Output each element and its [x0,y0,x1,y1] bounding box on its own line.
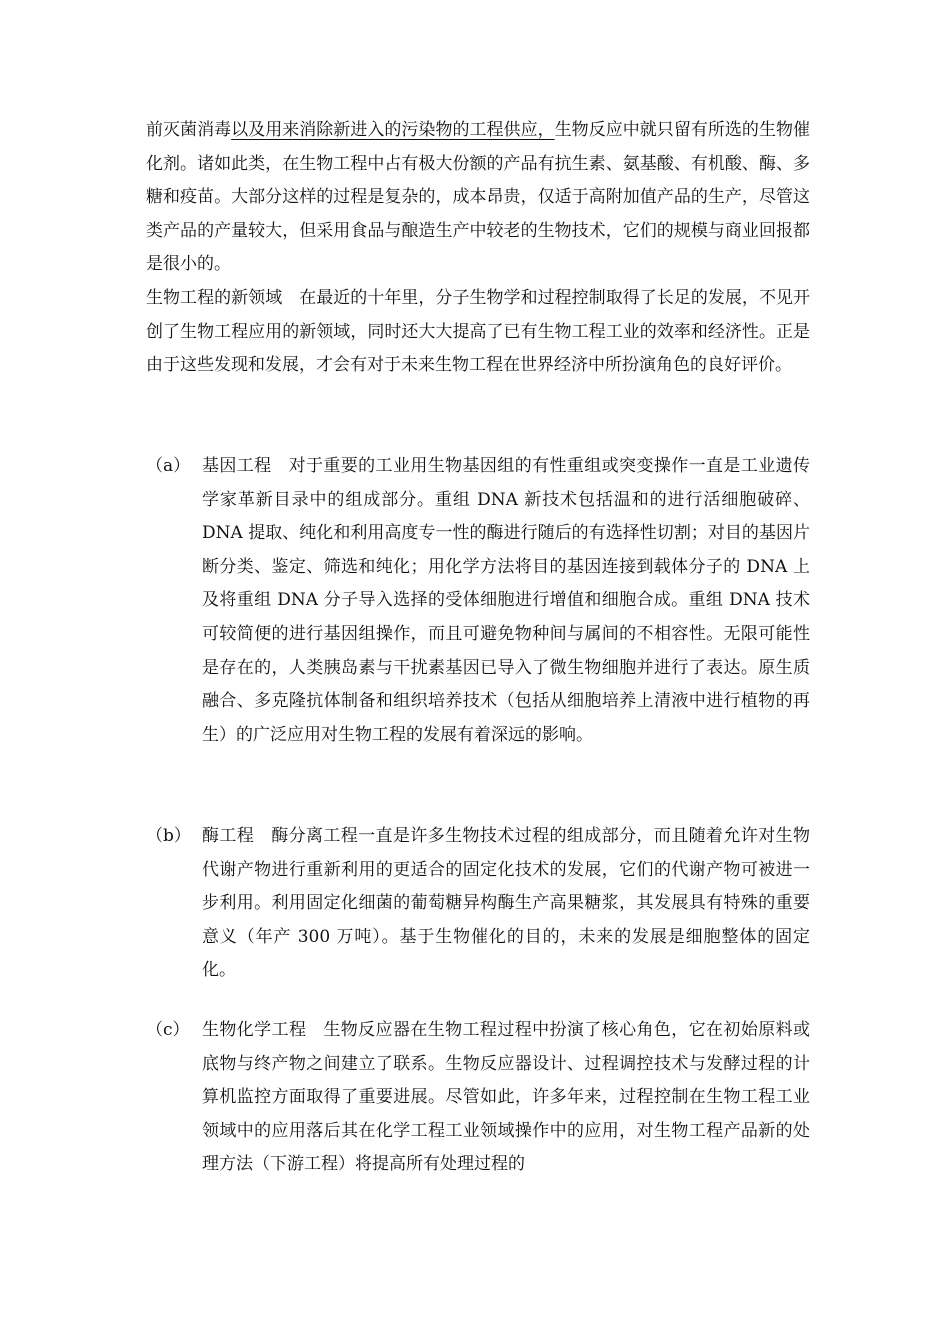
section-heading: 生物工程的新领域 [146,288,283,308]
list-marker: （c） [146,1020,190,1040]
list-item-biochemical-engineering [146,1014,810,1182]
paragraph-new-fields [146,282,810,383]
paragraph-text-pre: 前灭菌消毒 [146,120,232,140]
item-text: 酶分离工程一直是许多生物技术过程的组成部分，而且随着允许对生物代谢产物进行重新利用的更适合的固定化技术的发展，它们的代谢产物可被进一步利用。利用固定化细菌的葡萄糖异构酶生产高果糖浆，其发展具有特殊的重要意义（年产 300 万吨）。基于生物催化的目的，未来的发展是细胞整体的固定化。 [202,826,811,981]
list-marker: （a） [146,456,191,476]
item-text: 生物反应器在生物工程过程中扮演了核心角色，它在初始原料或底物与终产物之间建立了联系。生物反应器设计、过程调控技术与发酵过程的计算机监控方面取得了重要进展。尽管如此，许多年来，过程控制在生物工程工业领域中的应用落后其在化学工程工业领域操作中的应用，对生物工程产品新的处理方法（下游工程）将提高所有处理过程的 [202,1020,811,1175]
underlined-phrase: 以及用来消除新进入的污染物的工程供应， [231,120,555,140]
list-item-genetic-engineering [146,450,810,752]
list-marker: （b） [146,826,191,846]
item-heading: 酶工程 [202,826,255,846]
item-text: 对于重要的工业用生物基因组的有性重组或突变操作一直是工业遗传学家革新目录中的组成部分。重组 DNA 新技术包括温和的进行活细胞破碎、DNA 提取、纯化和利用高度专一性的酶进行随后的有选择性切割；对目的基因片断分类、鉴定、筛选和纯化；用化学方法将目的基因连接到载体分子的 DNA 上及将重组 DNA 分子导入选择的受体细胞进行增值和细胞合成。重组 DNA 技术可较简便的进行基因组操作，而且可避免物种间与属间的不相容性。无限可能性是存在的，人类胰岛素与干扰素基因已导入了微生物细胞并进行了表达。原生质融合、多克隆抗体制备和组织培养技术（包括从细胞培养上清液中进行植物的再生）的广泛应用对生物工程的发展有着深远的影响。 [202,456,811,745]
list-item-body [202,820,810,988]
item-heading: 基因工程 [202,456,272,476]
list-item-body [202,1014,810,1182]
paragraph-biocatalyst-products [146,114,810,282]
list-item-enzyme-engineering [146,820,810,988]
item-heading: 生物化学工程 [202,1020,307,1040]
list-item-body [202,450,810,752]
paragraph-text: 在最近的十年里，分子生物学和过程控制取得了长足的发展，不见开创了生物工程应用的新领域，同时还大大提高了已有生物工程工业的效率和经济性。正是由于这些发现和发展，才会有对于未来生物工程在世界经济中所扮演角色的良好评价。 [146,288,811,376]
paragraph-text-post: 生物反应中就只留有所选的生物催化剂。诸如此类，在生物工程中占有极大份额的产品有抗生素、氨基酸、有机酸、酶、多糖和疫苗。大部分这样的过程是复杂的，成本昂贵，仅适于高附加值产品的生产，尽管这类产品的产量较大，但采用食品与酿造生产中较老的生物技术，它们的规模与商业回报都是很小的。 [146,120,811,275]
